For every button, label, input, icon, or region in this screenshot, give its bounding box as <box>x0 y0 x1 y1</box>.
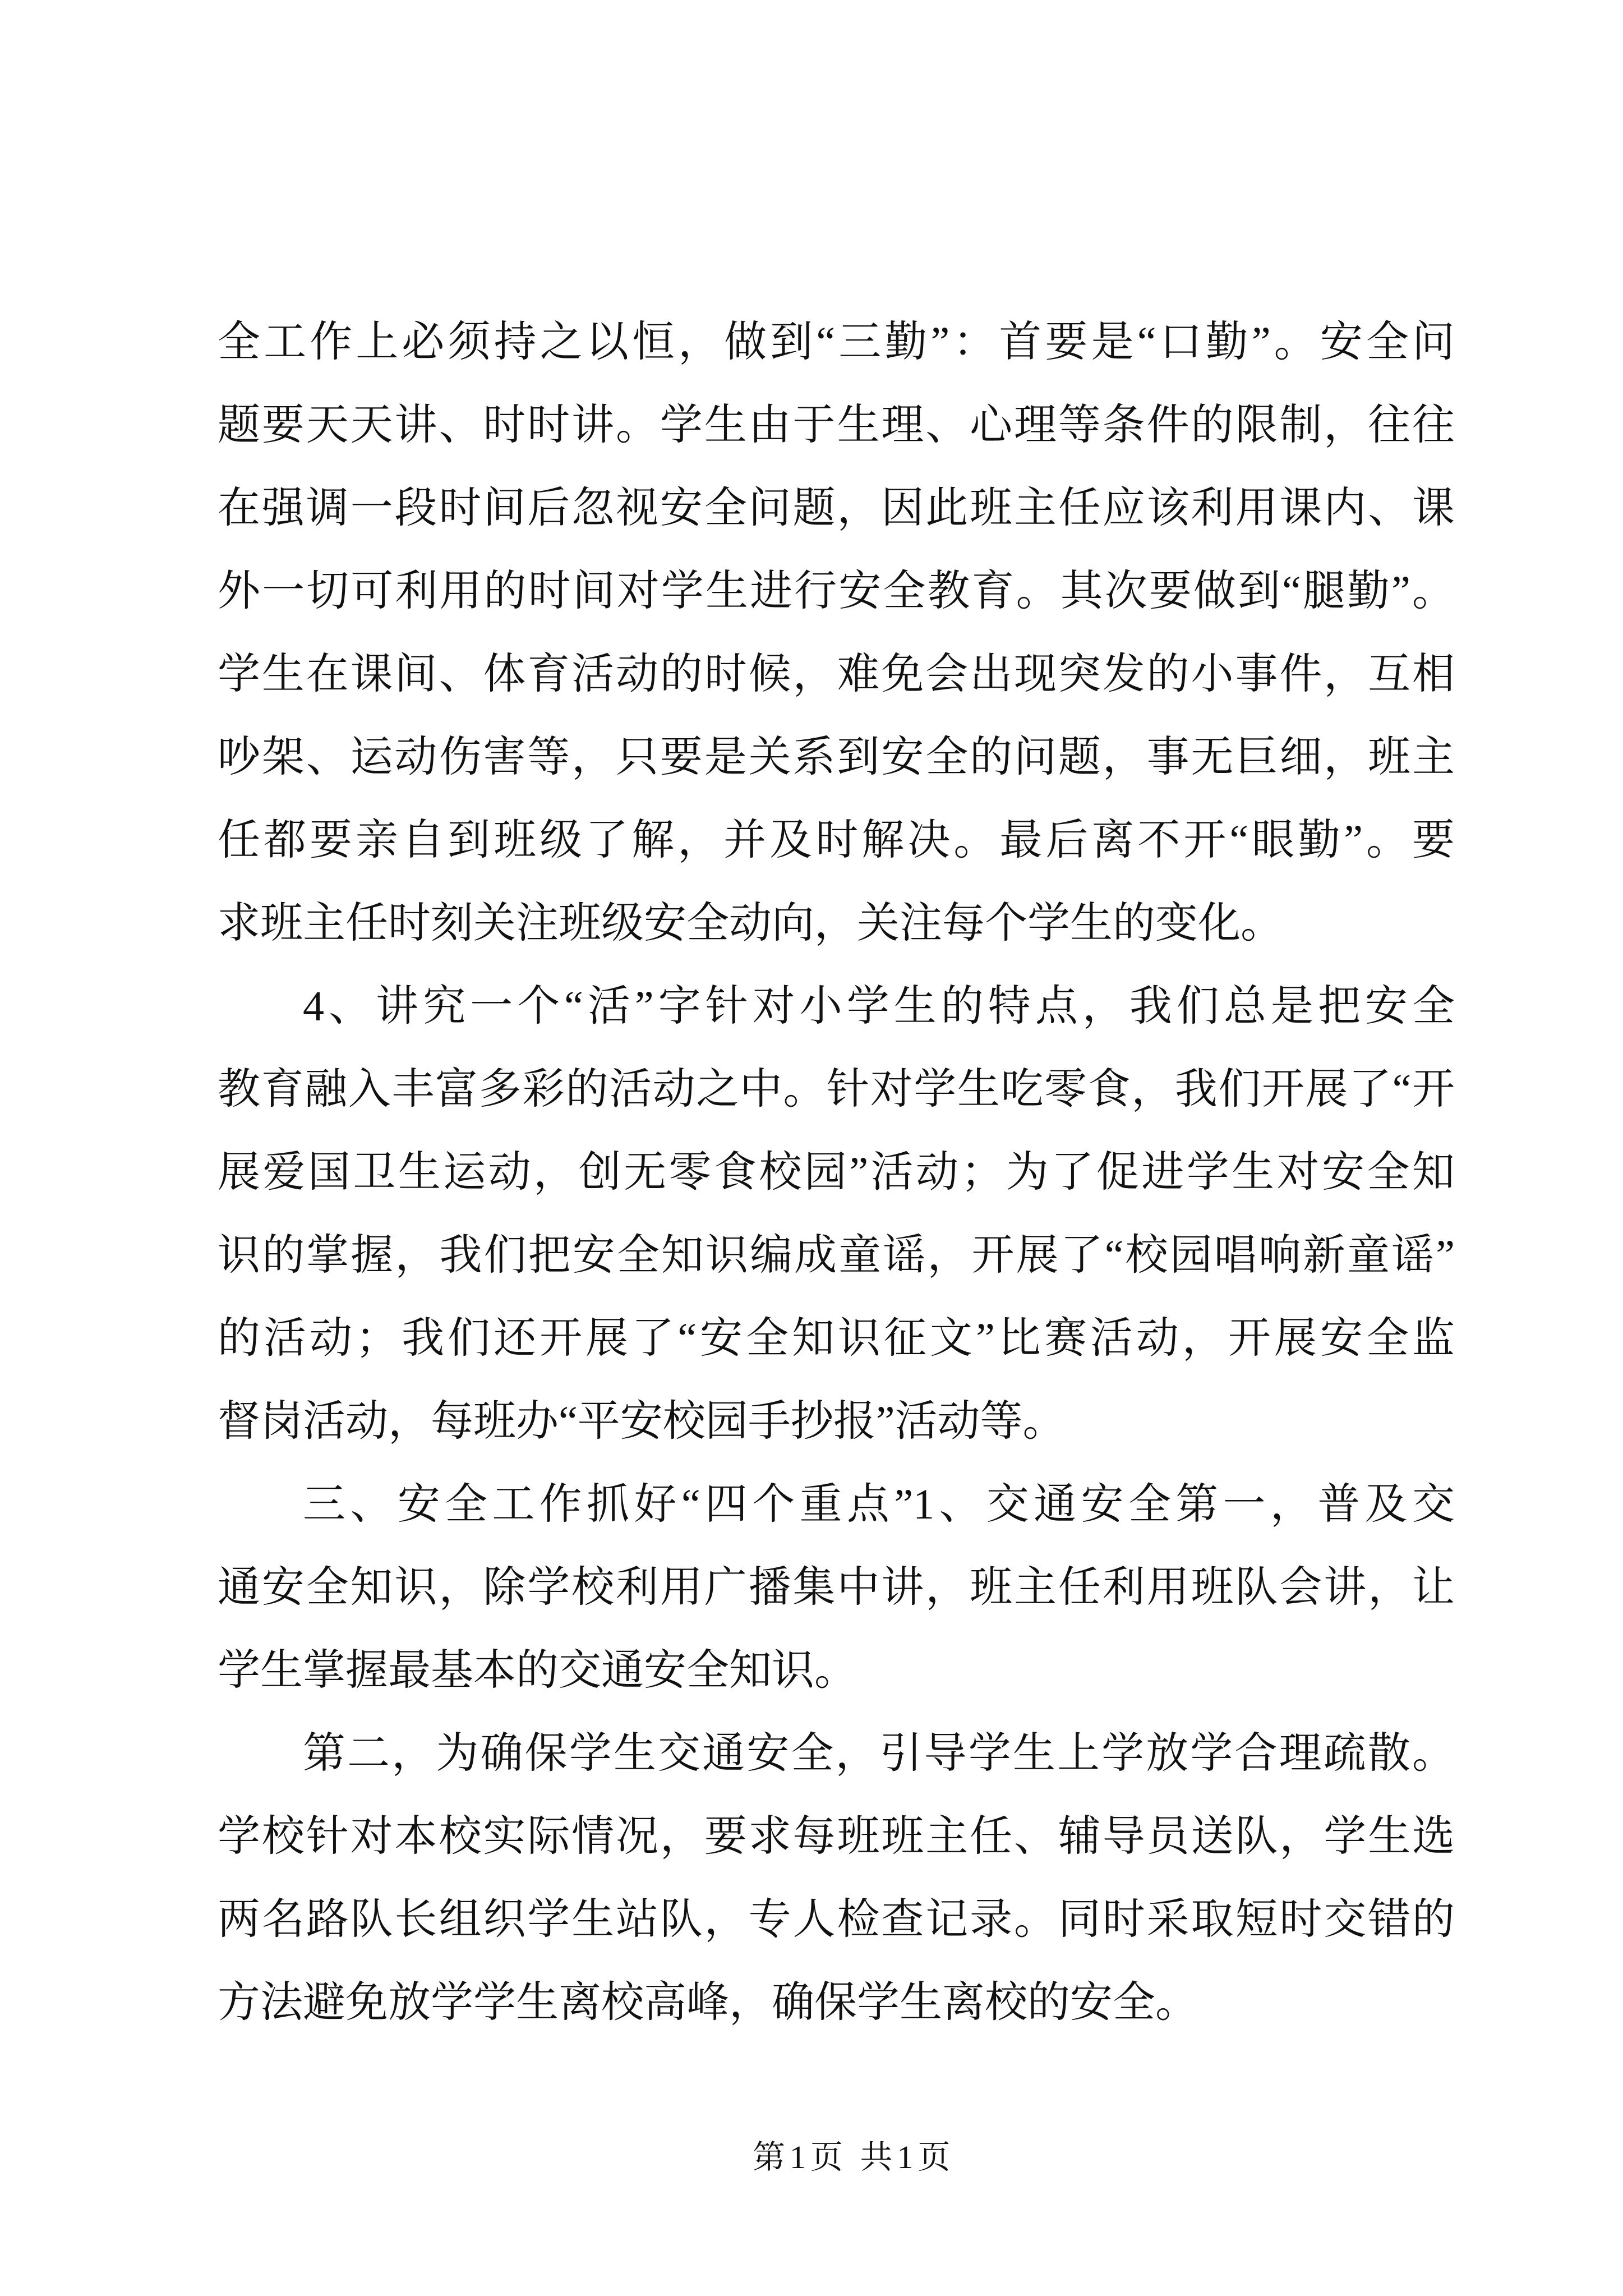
document-body <box>218 301 1455 2044</box>
paragraph-line: 求班主任时刻关注班级安全动向，关注每个学生的变化。 <box>218 900 1283 947</box>
page-number-label: 第1页 共1页 <box>753 2139 955 2175</box>
paragraph-line: 学生掌握最基本的交通安全知识。 <box>218 1647 857 1694</box>
paragraph-line: 督岗活动，每班办“平安校园手抄报”活动等。 <box>218 1398 1066 1445</box>
paragraph-line: 任都要亲自到班级了解，并及时解决。最后离不开“眼勤”。要 <box>218 817 1455 864</box>
paragraph <box>218 965 1455 1463</box>
paragraph <box>218 1712 1455 2044</box>
paragraph-line: 4、讲究一个“活”字针对小学生的特点，我们总是把安全 <box>303 983 1455 1030</box>
paragraph <box>218 301 1455 965</box>
paragraph <box>218 1463 1455 1712</box>
paragraph-line: 方法避免放学学生离校高峰，确保学生离校的安全。 <box>218 1979 1198 2026</box>
paragraph-line: 两名路队长组织学生站队，专人检查记录。同时采取短时交错的 <box>218 1896 1455 1943</box>
paragraph-line: 通安全知识，除学校利用广播集中讲，班主任利用班队会讲，让 <box>218 1564 1455 1611</box>
paragraph-line: 全工作上必须持之以恒，做到“三勤”：首要是“口勤”。安全问 <box>218 319 1455 366</box>
paragraph-line: 的活动；我们还开展了“安全知识征文”比赛活动，开展安全监 <box>218 1315 1455 1362</box>
paragraph-line: 学生在课间、体育活动的时候，难免会出现突发的小事件，互相 <box>218 651 1455 698</box>
paragraph-line: 展爱国卫生运动，创无零食校园”活动；为了促进学生对安全知 <box>218 1149 1455 1196</box>
paragraph-line: 题要天天讲、时时讲。学生由于生理、心理等条件的限制，往往 <box>218 402 1455 449</box>
paragraph-line: 识的掌握，我们把安全知识编成童谣，开展了“校园唱响新童谣” <box>218 1232 1455 1279</box>
page-footer <box>753 2135 955 2180</box>
paragraph-line: 学校针对本校实际情况，要求每班班主任、辅导员送队，学生选 <box>218 1813 1455 1860</box>
paragraph-line: 三、安全工作抓好“四个重点”1、交通安全第一，普及交 <box>303 1481 1455 1528</box>
paragraph-line: 在强调一段时间后忽视安全问题，因此班主任应该利用课内、课 <box>218 485 1455 532</box>
paragraph-line: 第二，为确保学生交通安全，引导学生上学放学合理疏散。 <box>303 1730 1455 1777</box>
paragraph-line: 吵架、运动伤害等，只要是关系到安全的问题，事无巨细，班主 <box>218 734 1455 781</box>
paragraph-line: 外一切可利用的时间对学生进行安全教育。其次要做到“腿勤”。 <box>218 568 1455 615</box>
paragraph-line: 教育融入丰富多彩的活动之中。针对学生吃零食，我们开展了“开 <box>218 1066 1455 1113</box>
